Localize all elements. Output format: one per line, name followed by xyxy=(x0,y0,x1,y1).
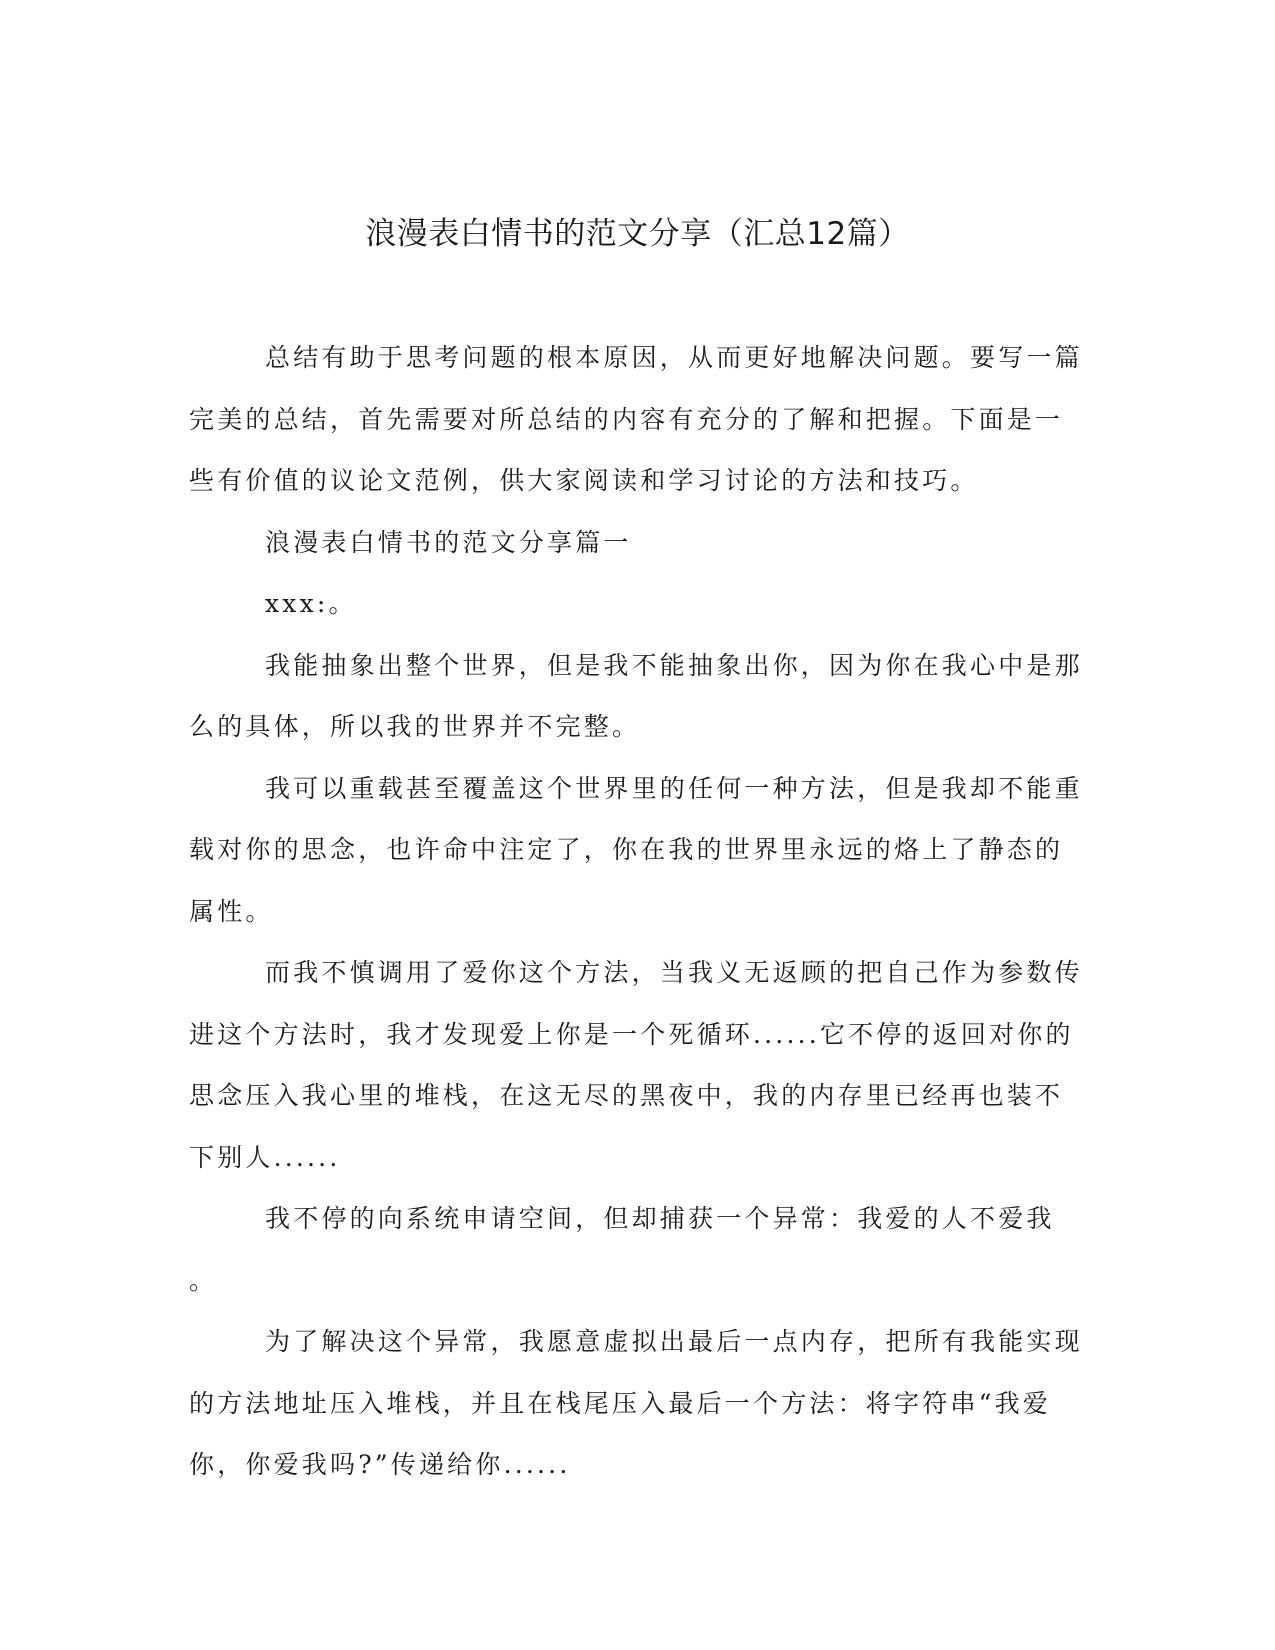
section-heading: 浪漫表白情书的范文分享篇一 xyxy=(265,527,632,557)
document-body xyxy=(189,327,1085,1496)
body-paragraph: 而我不慎调用了爱你这个方法，当我义无返顾的把自己作为参数传进这个方法时，我才发现爱上你是一个死循环......它不停的返回对你的思念压入我心里的堆栈，在这无尽的黑夜中，我的内存里已经再也装不下别人...... xyxy=(189,958,1083,1172)
body-paragraph: 我不停的向系统申请空间，但却捕获一个异常：我爱的人不爱我 xyxy=(265,1204,1055,1233)
body-paragraph: 我可以重载甚至覆盖这个世界里的任何一种方法，但是我却不能重载对你的思念，也许命中注定了，你在我的世界里永远的烙上了静态的属性。 xyxy=(189,773,1083,926)
intro-paragraph: 总结有助于思考问题的根本原因，从而更好地解决问题。要写一篇完美的总结，首先需要对所总结的内容有充分的了解和把握。下面是一些有价值的议论文范例，供大家阅读和学习讨论的方法和技巧。 xyxy=(189,343,1083,495)
document-title: 浪漫表白情书的范文分享（汇总12篇） xyxy=(365,216,910,252)
salutation: xxx:。 xyxy=(265,589,357,618)
body-paragraph: 。 xyxy=(189,1265,218,1295)
body-paragraph: 为了解决这个异常，我愿意虚拟出最后一点内存，把所有我能实现的方法地址压入堆栈，并且在栈尾压入最后一个方法：将字符串“我爱你，你爱我吗?”传递给你...... xyxy=(189,1327,1083,1479)
body-paragraph: 我能抽象出整个世界，但是我不能抽象出你，因为你在我心中是那么的具体，所以我的世界并不完整。 xyxy=(189,650,1083,741)
